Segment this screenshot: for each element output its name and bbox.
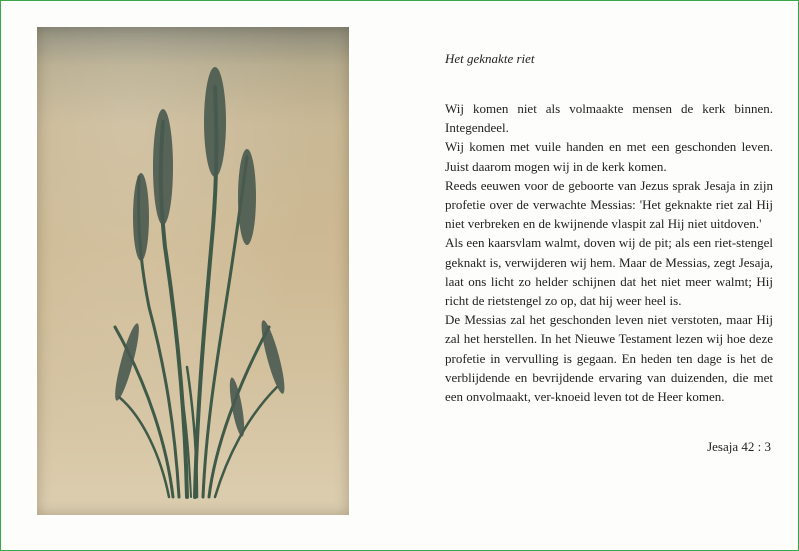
reed-illustration <box>37 27 349 515</box>
reed-tapestry-image <box>37 27 349 515</box>
page-title: Het geknakte riet <box>445 51 535 66</box>
scripture-reference: Jesaja 42 : 3 <box>707 439 771 454</box>
paragraph: Wij komen niet als volmaakte mensen de kerk binnen. Integendeel. <box>445 101 773 136</box>
paragraph: Als een kaarsvlam walmt, doven wij de pit; als een riet-stengel geknakt is, verwijderen wij hem. Maar de Messias, zegt Jesaja, laat ons licht zo helder schijnen dat het niet meer walmt; Hij richt de rietstengel zo op, dat hij weer heel is. <box>445 235 773 309</box>
paragraph: Reeds eeuwen voor de geboorte van Jezus sprak Jesaja in zijn profetie over de verwachte Messias: 'Het geknakte riet zal Hij niet verbreken en de kwijnende vlaspit zal Hij niet uitdoven.' <box>445 177 773 232</box>
paragraph: Wij komen met vuile handen en met een geschonden leven. Juist daarom mogen wij in de kerk komen. <box>445 139 773 174</box>
paragraph: De Messias zal het geschonden leven niet verstoten, maar Hij zal het herstellen. In het Nieuwe Testament lezen wij hoe deze profetie in vervulling is gegaan. En heden ten dage is het de verblijdende en bevrijdende ervaring van duizenden, die met een onvolmaakt, ver-knoeid leven tot de Heer komen. <box>445 312 773 405</box>
text-column <box>445 51 773 406</box>
body-text <box>445 99 773 406</box>
